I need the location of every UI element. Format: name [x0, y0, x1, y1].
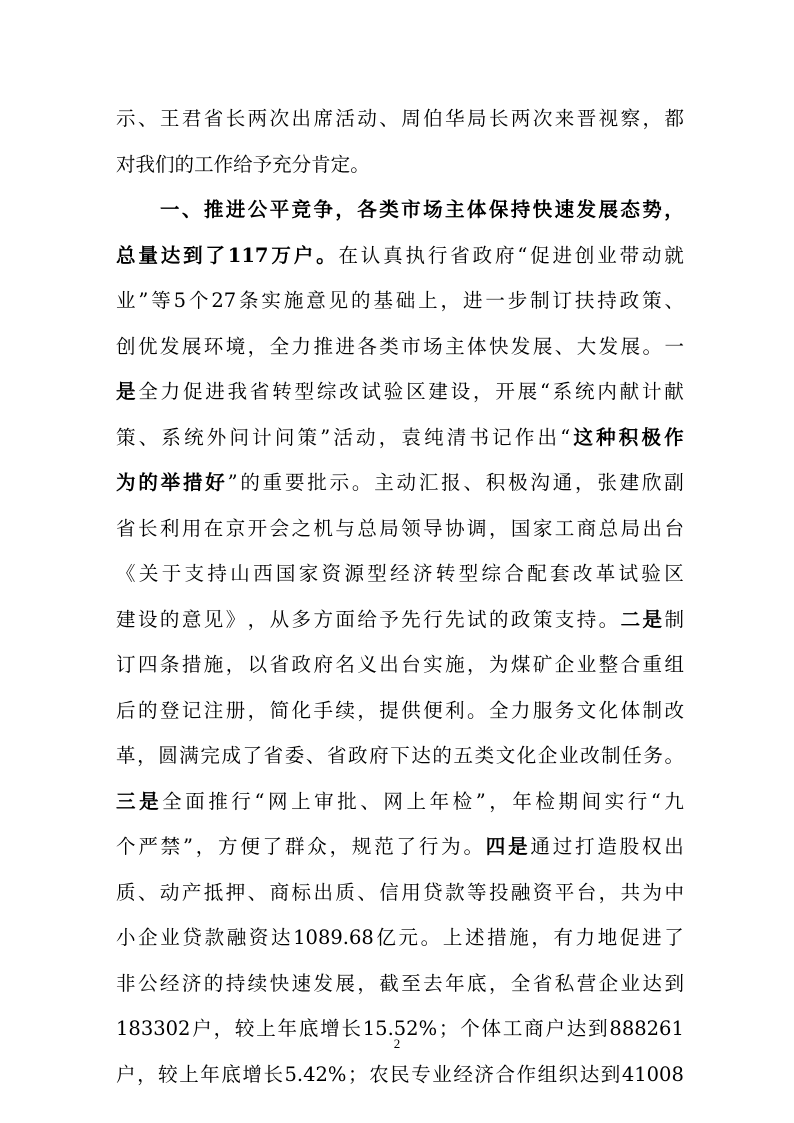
text-line: 质 、 动 产 抵 押 、 商 标 出 质 、 信 用 贷 款 等 投 融 资 平 台 ， 共 为 中	[116, 880, 684, 904]
text-line: 业 ” 等 5 个 27 条 实 施 意 见 的 基 础 上 ， 进 一 步 制 订 扶 持 政 策 、	[116, 289, 684, 312]
text-line: 个 严 禁 ” ， 方 便 了 群 众 ， 规 范 了 行 为 。 四 是 通 过 打 造 股 权 出	[116, 835, 684, 858]
text-line: 三 是 全 面 推 行 “ 网 上 审 批 、 网 上 年 检 ” ， 年 检 期 间 实 行 “ 九	[116, 789, 684, 813]
text-line: 省 长 利 用 在 京 开 会 之 机 与 总 局 领 导 协 调 ， 国 家 工 商 总 局 出 台	[116, 516, 684, 540]
page-number: 2	[393, 1036, 401, 1051]
text-line: 是 全 力 促 进 我 省 转 型 综 改 试 验 区 建 设 ， 开 展 “ 系 统 内 献 计 献	[116, 380, 684, 403]
text-line: 183302 户 ， 较 上 年 底 增 长 15.52% ； 个 体 工 商 户 达 到 888261	[116, 1017, 684, 1040]
text-line: 总 量 达 到 了 117 万 户 。 在 认 真 执 行 省 政 府 “ 促 进 创 业 带 动 就	[116, 243, 684, 267]
text-line: 《 关 于 支 持 山 西 国 家 资 源 型 经 济 转 型 综 合 配 套 改 革 试 验 区	[116, 562, 684, 585]
text-line: 对 我 们 的 工 作 给 予 充 分 肯 定 。	[116, 152, 370, 176]
text-line: 策 、 系 统 外 问 计 问 策 ” 活 动 ， 袁 纯 清 书 记 作 出 “ 这 种 积 极 作	[116, 425, 684, 449]
body-text	[116, 96, 684, 1097]
text-line: 革 ， 圆 满 完 成 了 省 委 、 省 政 府 下 达 的 五 类 文 化 企 业 改 制 任 务 。	[116, 744, 684, 767]
text-line: 户 ， 较 上 年 底 增 长 5.42% ； 农 民 专 业 经 济 合 作 组 织 达 到 41008	[116, 1062, 684, 1086]
text-line: 示 、 王 君 省 长 两 次 出 席 活 动 、 周 伯 华 局 长 两 次 来 晋 视 察 ， 都	[116, 107, 684, 130]
text-line: 创 优 发 展 环 境 ， 全 力 推 进 各 类 市 场 主 体 快 发 展 、 大 发 展 。 一	[116, 334, 684, 358]
text-line: 后 的 登 记 注 册 ， 简 化 手 续 ， 提 供 便 利 。 全 力 服 务 文 化 体 制 改	[116, 698, 684, 722]
text-line: 订 四 条 措 施 ， 以 省 政 府 名 义 出 台 实 施 ， 为 煤 矿 企 业 整 合 重 组	[116, 653, 684, 676]
text-line: 一 、 推 进 公 平 竞 争 ， 各 类 市 场 主 体 保 持 快 速 发 展 态 势 ，	[160, 198, 684, 221]
text-line: 小 企 业 贷 款 融 资 达 1089.68 亿 元 。 上 述 措 施 ， 有 力 地 促 进 了	[116, 926, 684, 949]
text-line: 非 公 经 济 的 持 续 快 速 发 展 ， 截 至 去 年 底 ， 全 省 私 营 企 业 达 到	[116, 971, 684, 995]
text-line: 建 设 的 意 见 》 ， 从 多 方 面 给 予 先 行 先 试 的 政 策 支 持 。 二 是 制	[116, 607, 684, 631]
text-line: 为 的 举 措 好 ” 的 重 要 批 示 。 主 动 汇 报 、 积 极 沟 通 ， 张 建 欣 副	[116, 471, 684, 494]
